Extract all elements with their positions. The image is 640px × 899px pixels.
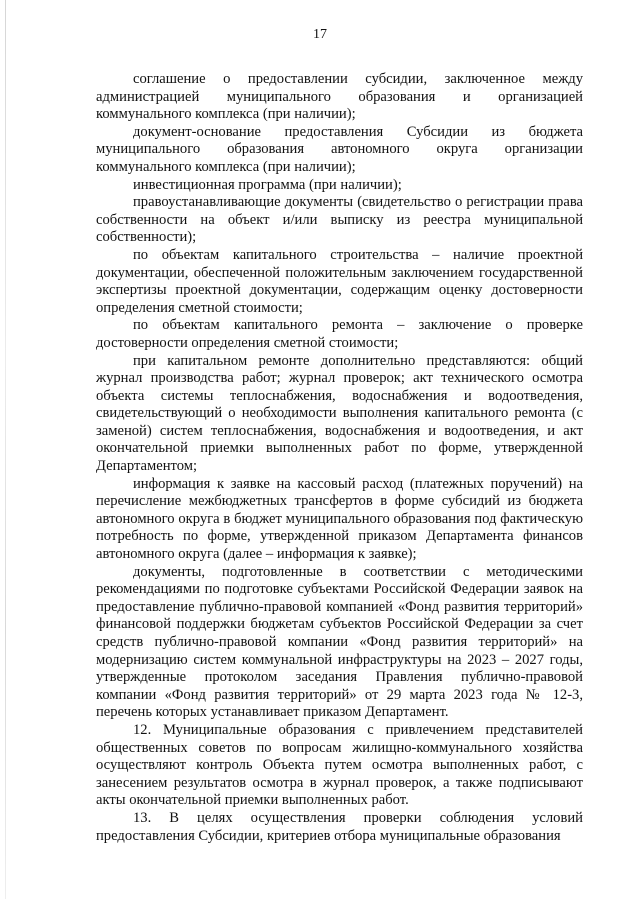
paragraph-title-documents: правоустанавливающие документы (свидетельство о регистрации права собственности на объект и/или выписку из реестра муниципальной собственности); [96, 194, 583, 246]
document-body [96, 71, 583, 845]
paragraph-investment-program: инвестиционная программа (при наличии); [133, 176, 402, 193]
paragraph-section-13: 13. В целях осуществления проверки соблюдения условий предоставления Субсидии, критериев отбора муниципальные образования [96, 809, 583, 844]
paragraph-repair-additional-docs: при капитальном ремонте дополнительно представляются: общий журнал производства работ; журнал проверок; акт технического осмотра объекта системы теплоснабжения, водоснабжения и водоотведения, свидетельствующий о необходимости выполнения капитального ремонта (с заменой) систем теплоснабжения, водоснабжения и водоотведения, и акт окончательной приемки выполненных работ по форме, утвержденной Департаментом; [96, 352, 583, 475]
page-number: 17 [313, 27, 327, 42]
paragraph-methodological-docs: документы, подготовленные в соответствии с методическими рекомендациями по подготовке субъектами Российской Федерации заявок на предоставление публично-правовой компанией «Фонд развития территорий» финансовой поддержки бюджетам субъектов Российской Федерации за счет средств публично-правовой компании «Фонд развития территорий» на модернизацию систем коммунальной инфраструктуры на 2023 – 2027 годы, утвержденные протоколом заседания Правления публично-правовой компании «Фонд развития территорий» от 29 марта 2023 года № 12-3, перечень которых устанавливает приказом Департамент. [96, 563, 583, 721]
paragraph-section-12: 12. Муниципальные образования с привлечением представителей общественных советов по вопросам жилищно-коммунального хозяйства осуществляют контроль Объекта путем осмотра выполненных работ, с занесением результатов осмотра в журнал проверок, а также подписывают акты окончательной приемки выполненных работ. [96, 721, 583, 809]
paragraph-subsidy-agreement: соглашение о предоставлении субсидии, заключенное между администрацией муниципального образования и организацией коммунального комплекса (при наличии); [96, 71, 583, 123]
paragraph-cash-request-info: информация к заявке на кассовый расход (платежных поручений) на перечисление межбюджетных трансфертов в форме субсидий из бюджета автономного округа в бюджет муниципального образования под фактическую потребность по форме, утвержденной приказом Департамента финансов автономного округа (далее – информация к заявке); [96, 475, 583, 563]
paragraph-capital-repair: по объектам капитального ремонта – заключение о проверке достоверности определения сметной стоимости; [96, 317, 583, 351]
paragraph-basis-document: документ-основание предоставления Субсидии из бюджета муниципального образования автономного округа организации коммунального комплекса (при наличии); [96, 123, 583, 175]
scan-edge-line [5, 0, 6, 899]
paragraph-capital-construction: по объектам капитального строительства – наличие проектной документации, обеспеченной положительным заключением государственной экспертизы проектной документации, содержащим оценку достоверности определения сметной стоимости; [96, 246, 583, 316]
